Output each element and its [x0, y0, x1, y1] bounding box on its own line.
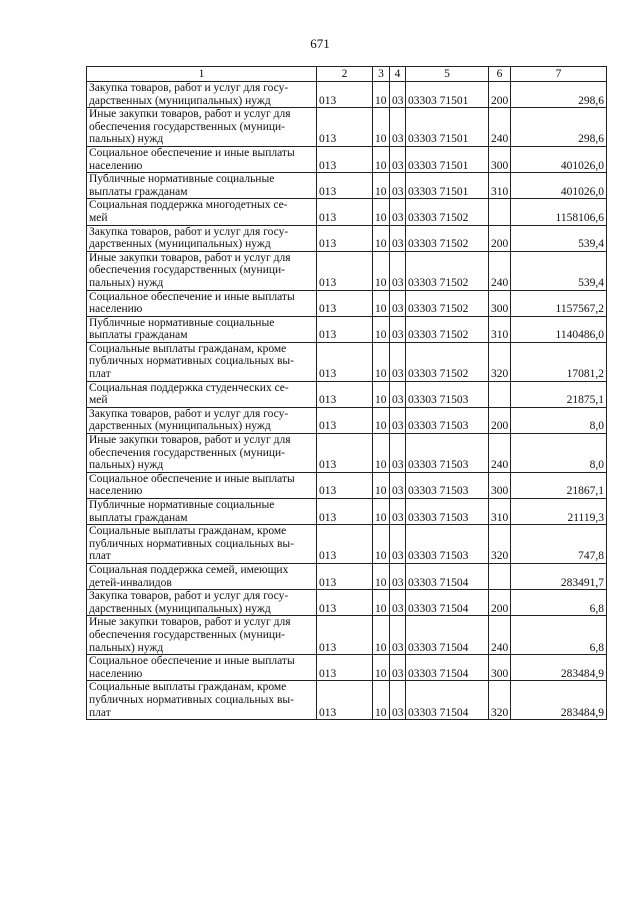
section-code: 10 [373, 173, 390, 199]
table-row [87, 146, 607, 172]
ministry-code: 013 [317, 681, 373, 720]
page-number: 671 [310, 36, 330, 51]
subsection-code: 03 [390, 563, 406, 589]
section-code: 10 [373, 681, 390, 720]
amount-value: 1158106,6 [511, 199, 607, 225]
row-description: Иные закупки товаров, работ и услуг для обеспечения государственных (муници- пальных) нужд [87, 434, 317, 473]
target-article-code: 03303 71503 [406, 407, 489, 433]
row-description: Социальное обеспечение и иные выплаты населению [87, 146, 317, 172]
amount-value: 539,4 [511, 251, 607, 290]
header-row [87, 67, 607, 82]
expense-type-code: 300 [489, 655, 511, 681]
amount-value: 747,8 [511, 525, 607, 564]
section-code: 10 [373, 655, 390, 681]
ministry-code: 013 [317, 342, 373, 381]
target-article-code: 03303 71503 [406, 525, 489, 564]
section-code: 10 [373, 108, 390, 147]
table-row [87, 381, 607, 407]
amount-value: 17081,2 [511, 342, 607, 381]
table-row [87, 225, 607, 251]
table-row [87, 655, 607, 681]
amount-value: 298,6 [511, 108, 607, 147]
amount-value: 283491,7 [511, 563, 607, 589]
table-row [87, 434, 607, 473]
ministry-code: 013 [317, 499, 373, 525]
subsection-code: 03 [390, 499, 406, 525]
ministry-code: 013 [317, 251, 373, 290]
section-code: 10 [373, 616, 390, 655]
expense-type-code: 320 [489, 525, 511, 564]
expense-type-code: 240 [489, 251, 511, 290]
subsection-code: 03 [390, 173, 406, 199]
row-description: Закупка товаров, работ и услуг для госу- дарственных (муниципальных) нужд [87, 225, 317, 251]
target-article-code: 03303 71502 [406, 342, 489, 381]
section-code: 10 [373, 407, 390, 433]
ministry-code: 013 [317, 655, 373, 681]
section-code: 10 [373, 199, 390, 225]
expense-type-code: 300 [489, 472, 511, 498]
row-description: Публичные нормативные социальные выплаты гражданам [87, 173, 317, 199]
row-description: Социальное обеспечение и иные выплаты населению [87, 655, 317, 681]
budget-table [86, 66, 607, 720]
table-row [87, 316, 607, 342]
column-header: 3 [373, 67, 390, 82]
section-code: 10 [373, 499, 390, 525]
target-article-code: 03303 71501 [406, 173, 489, 199]
table-row [87, 499, 607, 525]
amount-value: 1157567,2 [511, 290, 607, 316]
amount-value: 21875,1 [511, 381, 607, 407]
expense-type-code: 310 [489, 173, 511, 199]
expense-type-code: 200 [489, 407, 511, 433]
subsection-code: 03 [390, 82, 406, 108]
ministry-code: 013 [317, 199, 373, 225]
row-description: Социальные выплаты гражданам, кроме публичных нормативных социальных вы- плат [87, 525, 317, 564]
subsection-code: 03 [390, 434, 406, 473]
row-description: Социальная поддержка семей, имеющих детей-инвалидов [87, 563, 317, 589]
amount-value: 21867,1 [511, 472, 607, 498]
row-description: Социальные выплаты гражданам, кроме публичных нормативных социальных вы- плат [87, 681, 317, 720]
expense-type-code: 320 [489, 342, 511, 381]
target-article-code: 03303 71502 [406, 316, 489, 342]
expense-type-code: 310 [489, 316, 511, 342]
subsection-code: 03 [390, 616, 406, 655]
target-article-code: 03303 71503 [406, 434, 489, 473]
ministry-code: 013 [317, 108, 373, 147]
ministry-code: 013 [317, 525, 373, 564]
column-header: 7 [511, 67, 607, 82]
amount-value: 283484,9 [511, 655, 607, 681]
column-header: 6 [489, 67, 511, 82]
section-code: 10 [373, 82, 390, 108]
amount-value: 539,4 [511, 225, 607, 251]
section-code: 10 [373, 146, 390, 172]
target-article-code: 03303 71503 [406, 499, 489, 525]
table-row [87, 590, 607, 616]
row-description: Иные закупки товаров, работ и услуг для обеспечения государственных (муници- пальных) нужд [87, 251, 317, 290]
ministry-code: 013 [317, 146, 373, 172]
subsection-code: 03 [390, 146, 406, 172]
ministry-code: 013 [317, 407, 373, 433]
subsection-code: 03 [390, 225, 406, 251]
ministry-code: 013 [317, 225, 373, 251]
target-article-code: 03303 71501 [406, 82, 489, 108]
target-article-code: 03303 71501 [406, 146, 489, 172]
target-article-code: 03303 71501 [406, 108, 489, 147]
ministry-code: 013 [317, 290, 373, 316]
section-code: 10 [373, 290, 390, 316]
subsection-code: 03 [390, 316, 406, 342]
target-article-code: 03303 71502 [406, 225, 489, 251]
ministry-code: 013 [317, 316, 373, 342]
ministry-code: 013 [317, 173, 373, 199]
expense-type-code: 200 [489, 82, 511, 108]
row-description: Социальная поддержка многодетных се- мей [87, 199, 317, 225]
table-row [87, 525, 607, 564]
target-article-code: 03303 71502 [406, 199, 489, 225]
expense-type-code: 200 [489, 590, 511, 616]
row-description: Социальное обеспечение и иные выплаты населению [87, 290, 317, 316]
target-article-code: 03303 71503 [406, 472, 489, 498]
section-code: 10 [373, 563, 390, 589]
amount-value: 401026,0 [511, 173, 607, 199]
subsection-code: 03 [390, 655, 406, 681]
ministry-code: 013 [317, 472, 373, 498]
row-description: Социальное обеспечение и иные выплаты населению [87, 472, 317, 498]
amount-value: 8,0 [511, 434, 607, 473]
amount-value: 1140486,0 [511, 316, 607, 342]
target-article-code: 03303 71504 [406, 655, 489, 681]
section-code: 10 [373, 525, 390, 564]
section-code: 10 [373, 342, 390, 381]
section-code: 10 [373, 381, 390, 407]
subsection-code: 03 [390, 290, 406, 316]
expense-type-code: 300 [489, 146, 511, 172]
target-article-code: 03303 71502 [406, 290, 489, 316]
table-row [87, 290, 607, 316]
table-row [87, 251, 607, 290]
target-article-code: 03303 71504 [406, 563, 489, 589]
ministry-code: 013 [317, 434, 373, 473]
row-description: Публичные нормативные социальные выплаты гражданам [87, 316, 317, 342]
expense-type-code [489, 563, 511, 589]
row-description: Иные закупки товаров, работ и услуг для обеспечения государственных (муници- пальных) нужд [87, 616, 317, 655]
section-code: 10 [373, 472, 390, 498]
target-article-code: 03303 71503 [406, 381, 489, 407]
ministry-code: 013 [317, 616, 373, 655]
amount-value: 6,8 [511, 616, 607, 655]
expense-type-code: 320 [489, 681, 511, 720]
target-article-code: 03303 71502 [406, 251, 489, 290]
amount-value: 6,8 [511, 590, 607, 616]
column-header: 2 [317, 67, 373, 82]
column-header: 4 [390, 67, 406, 82]
target-article-code: 03303 71504 [406, 590, 489, 616]
subsection-code: 03 [390, 199, 406, 225]
table-row [87, 173, 607, 199]
amount-value: 8,0 [511, 407, 607, 433]
table-row [87, 407, 607, 433]
table-row [87, 199, 607, 225]
row-description: Публичные нормативные социальные выплаты гражданам [87, 499, 317, 525]
ministry-code: 013 [317, 590, 373, 616]
expense-type-code: 240 [489, 108, 511, 147]
section-code: 10 [373, 316, 390, 342]
row-description: Закупка товаров, работ и услуг для госу- дарственных (муниципальных) нужд [87, 590, 317, 616]
subsection-code: 03 [390, 590, 406, 616]
amount-value: 283484,9 [511, 681, 607, 720]
target-article-code: 03303 71504 [406, 681, 489, 720]
section-code: 10 [373, 434, 390, 473]
table-row [87, 616, 607, 655]
table-row [87, 342, 607, 381]
subsection-code: 03 [390, 472, 406, 498]
subsection-code: 03 [390, 381, 406, 407]
table-row [87, 563, 607, 589]
table-row [87, 681, 607, 720]
subsection-code: 03 [390, 342, 406, 381]
section-code: 10 [373, 590, 390, 616]
expense-type-code: 310 [489, 499, 511, 525]
ministry-code: 013 [317, 381, 373, 407]
ministry-code: 013 [317, 563, 373, 589]
table-row [87, 108, 607, 147]
row-description: Закупка товаров, работ и услуг для госу- дарственных (муниципальных) нужд [87, 407, 317, 433]
expense-type-code [489, 381, 511, 407]
expense-type-code: 240 [489, 434, 511, 473]
column-header: 1 [87, 67, 317, 82]
column-header: 5 [406, 67, 489, 82]
section-code: 10 [373, 251, 390, 290]
subsection-code: 03 [390, 108, 406, 147]
row-description: Социальная поддержка студенческих се- мей [87, 381, 317, 407]
amount-value: 298,6 [511, 82, 607, 108]
section-code: 10 [373, 225, 390, 251]
subsection-code: 03 [390, 251, 406, 290]
expense-type-code: 200 [489, 225, 511, 251]
subsection-code: 03 [390, 681, 406, 720]
expense-type-code: 240 [489, 616, 511, 655]
ministry-code: 013 [317, 82, 373, 108]
table-row [87, 472, 607, 498]
amount-value: 21119,3 [511, 499, 607, 525]
table-row [87, 82, 607, 108]
expense-type-code: 300 [489, 290, 511, 316]
row-description: Иные закупки товаров, работ и услуг для обеспечения государственных (муници- пальных) нужд [87, 108, 317, 147]
row-description: Социальные выплаты гражданам, кроме публичных нормативных социальных вы- плат [87, 342, 317, 381]
expense-type-code [489, 199, 511, 225]
row-description: Закупка товаров, работ и услуг для госу- дарственных (муниципальных) нужд [87, 82, 317, 108]
target-article-code: 03303 71504 [406, 616, 489, 655]
subsection-code: 03 [390, 525, 406, 564]
amount-value: 401026,0 [511, 146, 607, 172]
subsection-code: 03 [390, 407, 406, 433]
